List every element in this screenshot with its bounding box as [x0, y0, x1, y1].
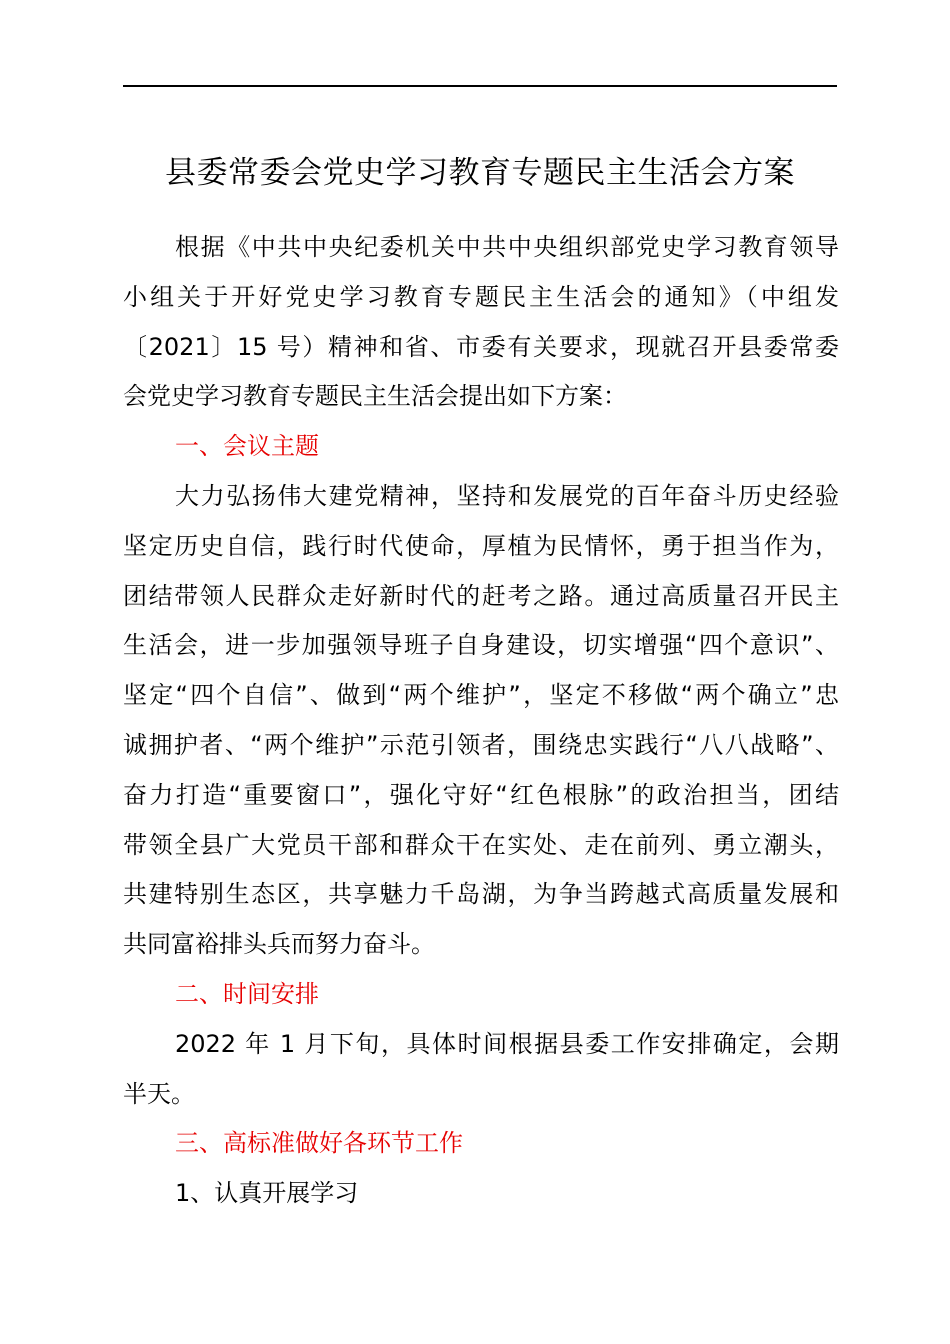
- theme-line: 坚定历史自信，践行时代使命，厚植为民情怀，勇于担当作为，: [123, 531, 839, 560]
- schedule-line: 半天。: [123, 1079, 195, 1108]
- section-heading-schedule: 二、时间安排: [175, 979, 319, 1008]
- document-body: [123, 223, 839, 1219]
- theme-line: 大力弘扬伟大建党精神，坚持和发展党的百年奋斗历史经验: [175, 481, 839, 510]
- section-heading-theme: 一、会议主题: [175, 432, 319, 461]
- theme-line: 坚定“四个自信”、做到“两个维护”，坚定不移做“两个确立”忠: [123, 681, 839, 710]
- theme-line: 生活会，进一步加强领导班子自身建设，切实增强“四个意识”、: [123, 631, 839, 660]
- theme-line: 奋力打造“重要窗口”，强化守好“红色根脉”的政治担当，团结: [123, 780, 839, 809]
- document-title: 县委常委会党史学习教育专题民主生活会方案: [165, 155, 795, 191]
- intro-line: 〔2021〕15 号）精神和省、市委有关要求，现就召开县委常委: [123, 332, 839, 361]
- theme-line: 团结带领人民群众走好新时代的赶考之路。通过高质量召开民主: [123, 581, 839, 610]
- theme-line: 共建特别生态区，共享魅力千岛湖，为争当跨越式高质量发展和: [123, 880, 839, 909]
- section-heading-work: 三、高标准做好各环节工作: [175, 1129, 463, 1158]
- subsection-heading-study: 1、认真开展学习: [175, 1179, 359, 1208]
- intro-line: 小组关于开好党史学习教育专题民主生活会的通知》（中组发: [123, 282, 839, 311]
- header-rule: [123, 85, 837, 87]
- intro-line: 会党史学习教育专题民主生活会提出如下方案：: [123, 382, 627, 411]
- theme-line: 诚拥护者、“两个维护”示范引领者，围绕忠实践行“八八战略”、: [123, 730, 839, 759]
- intro-line: 根据《中共中央纪委机关中共中央组织部党史学习教育领导: [175, 233, 839, 261]
- theme-line: 带领全县广大党员干部和群众干在实处、走在前列、勇立潮头，: [123, 830, 839, 859]
- theme-line: 共同富裕排头兵而努力奋斗。: [123, 930, 435, 959]
- schedule-line: 2022 年 1 月下旬，具体时间根据县委工作安排确定，会期: [175, 1029, 839, 1058]
